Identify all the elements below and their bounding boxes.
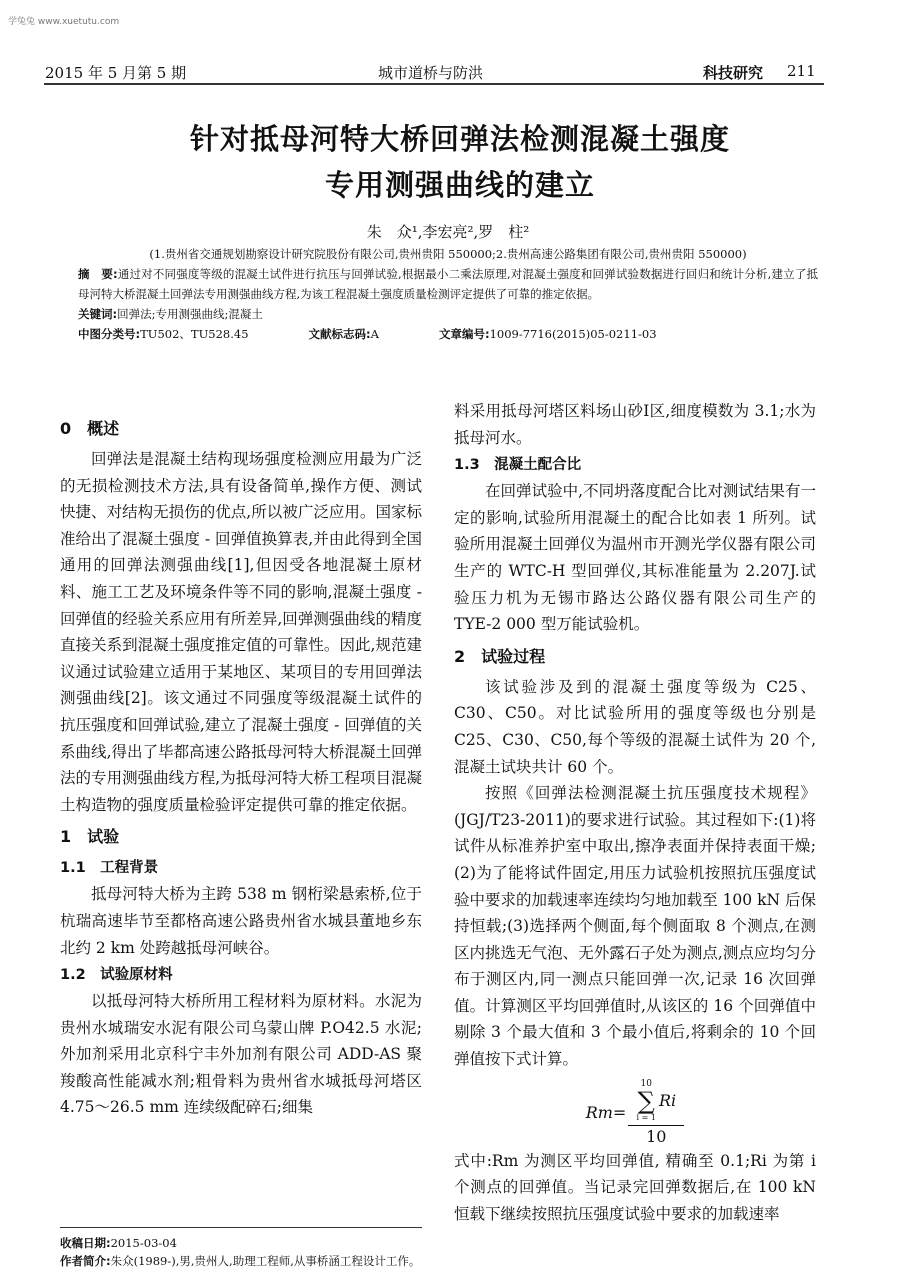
- bio-text: 朱众(1989-),男,贵州人,助理工程师,从事桥涵工程设计工作。: [110, 1254, 421, 1268]
- formula-upper: 10: [640, 1078, 652, 1089]
- abstract: [78, 264, 818, 304]
- keywords-label: 关键词:: [78, 307, 118, 321]
- doc-code-label: 文献标志码:: [308, 327, 371, 341]
- journal-name: 城市道桥与防洪: [378, 64, 484, 82]
- article-number: [439, 324, 657, 344]
- formula-lower: i = 1: [636, 1112, 656, 1122]
- abstract-text: 通过对不同强度等级的混凝土试件进行抗压与回弹试验,根据最小二乘法原理,对混凝土强度和回弹试验数据进行回归和统计分析,建立了抵母河特大桥混凝土回弹法专用测强曲线方程,为该工程混凝土强度质量检测评定提供了可靠的推定依据。: [78, 267, 818, 301]
- fraction-bar: [628, 1125, 684, 1126]
- keywords-text: 回弹法;专用测强曲线;混凝土: [117, 307, 263, 321]
- paragraph-background: 抵母河特大桥为主跨 538 m 钢桁梁悬索桥,位于杭瑞高速毕节至都格高速公路贵州省水城县董地乡东北约 2 km 处跨越抵母河峡谷。: [60, 885, 422, 957]
- formula-term: Ri: [658, 1091, 677, 1111]
- formula-numerator: [637, 1079, 677, 1123]
- left-column: [60, 410, 422, 1270]
- paragraph-materials: 以抵母河特大桥所用工程材料为原材料。水泥为贵州水城瑞安水泥有限公司乌蒙山牌 P.O42.5 水泥;外加剂采用北京科宁丰外加剂有限公司 ADD-AS 聚羧酸高性能减水剂;粗骨料为贵州省水城抵母河塔区 4.75～26.5 mm 连续级配碎石;细集: [60, 992, 422, 1117]
- heading-process: 2 试验过程: [454, 646, 546, 666]
- authors: 朱 众¹,李宏亮²,罗 柱²: [366, 223, 530, 241]
- paragraph-materials-cont: 料采用抵母河塔区料场山砂Ⅰ区,细度模数为 3.1;水为抵母河水。: [454, 402, 816, 447]
- issue-label: 2015 年 5 月第 5 期: [45, 64, 187, 82]
- received-date: 2015-03-04: [110, 1236, 177, 1250]
- paragraph-procedure: 按照《回弹法检测混凝土抗压强度技术规程》(JGJ/T23-2011)的要求进行试验。其过程如下:(1)将试件从标准养护室中取出,擦净表面并保持表面干燥;(2)为了能将试件固定,用压力试验机按照抗压强度试验中要求的加载速率连续均匀地加载至 100 kN 后保持恒载;(3)选择两个侧面,每个侧面取 8 个测点,在测区内挑选无气泡、无外露石子处为测点,测点应均匀分布于测区内,同一测点只能回弹一次,记录 16 次回弹值。计算测区平均回弹值时,从该区的 16 个回弹值中剔除 3 个最大值和 3 个最小值后,将剩余的 10 个回弹值按下式计算。: [454, 784, 816, 1069]
- heading-test: 1 试验: [60, 827, 120, 847]
- formula-denominator: 10: [646, 1126, 667, 1146]
- paragraph-grades: 该试验涉及到的混凝土强度等级为 C25、C30、C50。对比试验所用的强度等级也分别是 C25、C30、C50,每个等级的混凝土试件为 20 个,混凝土试块共计 60 个。: [454, 677, 816, 776]
- heading-materials: 1.2 试验原材料: [60, 967, 173, 984]
- paragraph-mix-ratio: 在回弹试验中,不同坍落度配合比对测试结果有一定的影响,试验所用混凝土的配合比如表 1 所列。试验所用混凝土回弹仪为温州市开测光学仪器有限公司生产的 WTC-H 型回弹仪,其标准能量为 2.207J.试验压力机为无锡市路达公路仪器有限公司生产的 TYE-2 000 型万能试验机。: [454, 482, 816, 634]
- bio-label: 作者简介:: [60, 1254, 111, 1268]
- article-no-label: 文章编号:: [438, 327, 490, 341]
- paragraph-formula-notes: 式中:Rm 为测区平均回弹值, 精确至 0.1;Ri 为第 i 个测点的回弹值。当记录完回弹数据后,在 100 kN 恒载下继续按照抗压强度试验中要求的加载速率: [454, 1151, 816, 1223]
- affiliation: (1.贵州省交通规划勘察设计研究院股份有限公司,贵州贵阳 550000;2.贵州高速公路集团有限公司,贵州贵阳 550000): [149, 247, 747, 261]
- title-line-1: 针对抵母河特大桥回弹法检测混凝土强度: [189, 122, 730, 156]
- classification-value: TU502、TU528.45: [140, 327, 249, 341]
- header-rule: [44, 83, 824, 85]
- article-no-value: 1009-7716(2015)05-0211-03: [489, 327, 657, 341]
- heading-overview: 0 概述: [60, 419, 120, 438]
- title-line-2: 专用测强曲线的建立: [324, 168, 595, 202]
- formula-rm: [454, 1079, 816, 1146]
- section-label: 科技研究: [703, 64, 764, 82]
- classification-label: 中图分类号:: [78, 327, 141, 341]
- classification: [78, 324, 249, 344]
- code-row: [78, 324, 818, 344]
- watermark: 学兔兔 www.xuetutu.com: [8, 17, 120, 27]
- document-code: [309, 324, 379, 344]
- right-column: [454, 398, 816, 1270]
- received-label: 收稿日期:: [60, 1236, 111, 1250]
- heading-background: 1.1 工程背景: [60, 860, 159, 877]
- formula-lhs: Rm=: [585, 1102, 627, 1122]
- doc-code-value: A: [370, 327, 379, 341]
- heading-mix-ratio: 1.3 混凝土配合比: [454, 457, 582, 474]
- sigma-icon: ∑: [637, 1086, 655, 1115]
- abstract-label: 摘 要:: [78, 267, 118, 281]
- page-number: 211: [787, 62, 816, 80]
- formula-fraction: [628, 1079, 684, 1146]
- paragraph-overview: 回弹法是混凝土结构现场强度检测应用最为广泛的无损检测技术方法,具有设备简单,操作方便、测试快捷、对结构无损伤的优点,所以被广泛应用。国家标准给出了混凝土强度 - 回弹值换算表,并由此得到全国通用的回弹法测强曲线[1],但因受各地混凝土原材料、施工工艺及环境条件等不同的影响,混凝土强度 - 回弹值的经验关系应用有所差异,回弹测强曲线的精度直接关系到混凝土强度推定值的可靠性。因此,规范建议通过试验建立适用于某地区、某项目的专用回弹法测强曲线[2]。该文通过不同强度等级混凝土试件的抗压强度和回弹试验,建立了混凝土强度 - 回弹值的关系曲线,得出了毕都高速公路抵母河特大桥混凝土回弹法的专用测强曲线方程,为抵母河特大桥工程项目混凝土构造物的强度质量检验评定提供可靠的推定依据。: [60, 450, 422, 814]
- keywords: [78, 304, 818, 324]
- footnote: [60, 1227, 422, 1270]
- front-matter: [78, 220, 818, 344]
- sum-stack: [637, 1079, 656, 1123]
